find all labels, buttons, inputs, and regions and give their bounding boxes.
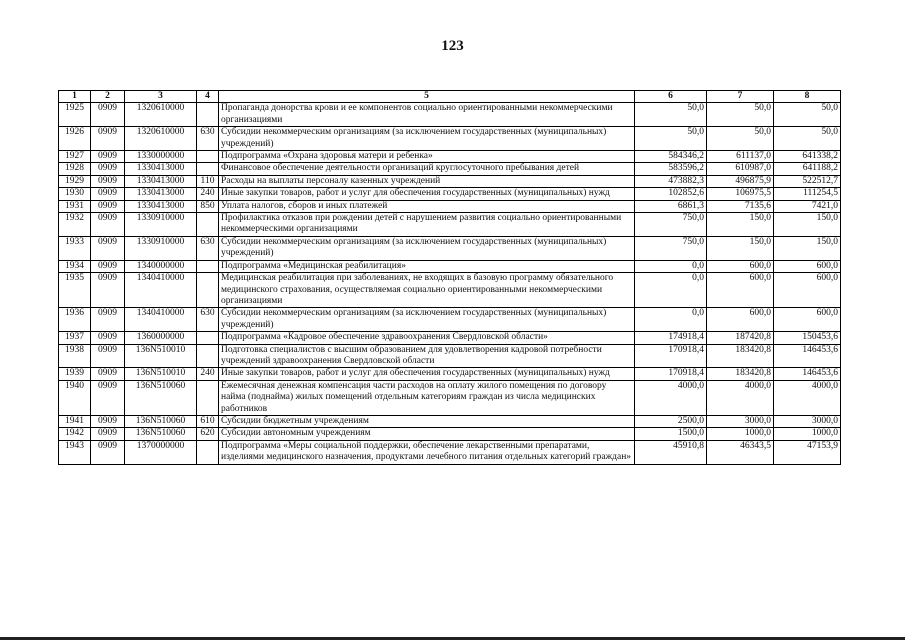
expense-type-cell	[197, 213, 219, 237]
target-article-cell: 1330413000	[125, 175, 197, 187]
target-article-cell: 1370000000	[125, 440, 197, 464]
expense-type-cell: 620	[197, 428, 219, 440]
table-row	[59, 344, 841, 368]
description-cell: Расходы на выплаты персоналу казенных учреждений	[219, 175, 635, 187]
description-cell: Ежемесячная денежная компенсация части расходов на оплату жилого помещения по договору найма (поднайма) жилых помещений отдельным категориям граждан из числа медицинских работников	[219, 380, 635, 415]
header-cell: 8	[774, 91, 841, 103]
amount-2020-cell: 4000,0	[707, 380, 774, 415]
amount-2019-cell: 50,0	[635, 103, 707, 127]
section-code-cell: 0909	[91, 273, 125, 308]
amount-2019-cell: 583596,2	[635, 163, 707, 175]
amount-2021-cell: 150,0	[774, 236, 841, 260]
expense-type-cell	[197, 273, 219, 308]
amount-2019-cell: 0,0	[635, 260, 707, 272]
expense-type-cell	[197, 260, 219, 272]
header-cell: 1	[59, 91, 91, 103]
amount-2019-cell: 2500,0	[635, 415, 707, 427]
target-article-cell: 1330413000	[125, 200, 197, 212]
amount-2020-cell: 50,0	[707, 127, 774, 151]
table-row	[59, 200, 841, 212]
amount-2021-cell: 150453,6	[774, 332, 841, 344]
table-row	[59, 440, 841, 464]
section-code-cell: 0909	[91, 260, 125, 272]
row-number-cell: 1927	[59, 151, 91, 163]
amount-2020-cell: 50,0	[707, 103, 774, 127]
table-row	[59, 273, 841, 308]
row-number-cell: 1935	[59, 273, 91, 308]
target-article-cell: 136N510010	[125, 344, 197, 368]
expense-type-cell: 630	[197, 236, 219, 260]
amount-2021-cell: 47153,9	[774, 440, 841, 464]
amount-2021-cell: 1000,0	[774, 428, 841, 440]
target-article-cell: 1330413000	[125, 188, 197, 200]
amount-2020-cell: 600,0	[707, 308, 774, 332]
amount-2020-cell: 7135,6	[707, 200, 774, 212]
table-row	[59, 260, 841, 272]
section-code-cell: 0909	[91, 415, 125, 427]
amount-2020-cell: 611137,0	[707, 151, 774, 163]
expense-type-cell: 850	[197, 200, 219, 212]
section-code-cell: 0909	[91, 127, 125, 151]
amount-2021-cell: 600,0	[774, 260, 841, 272]
amount-2021-cell: 641338,2	[774, 151, 841, 163]
amount-2021-cell: 50,0	[774, 127, 841, 151]
description-cell: Подготовка специалистов с высшим образованием для удовлетворения кадровой потребности учреждений здравоохранения Свердловской области	[219, 344, 635, 368]
row-number-cell: 1934	[59, 260, 91, 272]
description-cell: Иные закупки товаров, работ и услуг для обеспечения государственных (муниципальных) нужд	[219, 368, 635, 380]
target-article-cell: 1340410000	[125, 308, 197, 332]
amount-2019-cell: 750,0	[635, 236, 707, 260]
row-number-cell: 1942	[59, 428, 91, 440]
table-row	[59, 175, 841, 187]
amount-2021-cell: 146453,6	[774, 344, 841, 368]
row-number-cell: 1941	[59, 415, 91, 427]
table-row	[59, 236, 841, 260]
section-code-cell: 0909	[91, 440, 125, 464]
table-row	[59, 332, 841, 344]
amount-2021-cell: 111254,5	[774, 188, 841, 200]
target-article-cell: 136N510060	[125, 415, 197, 427]
target-article-cell: 1330413000	[125, 163, 197, 175]
amount-2021-cell: 50,0	[774, 103, 841, 127]
section-code-cell: 0909	[91, 368, 125, 380]
amount-2021-cell: 522512,7	[774, 175, 841, 187]
section-code-cell: 0909	[91, 103, 125, 127]
amount-2021-cell: 3000,0	[774, 415, 841, 427]
amount-2019-cell: 45910,8	[635, 440, 707, 464]
amount-2019-cell: 0,0	[635, 308, 707, 332]
description-cell: Субсидии бюджетным учреждениям	[219, 415, 635, 427]
row-number-cell: 1943	[59, 440, 91, 464]
amount-2020-cell: 106975,5	[707, 188, 774, 200]
expense-type-cell	[197, 163, 219, 175]
header-row	[59, 91, 841, 103]
section-code-cell: 0909	[91, 163, 125, 175]
target-article-cell: 1320610000	[125, 103, 197, 127]
row-number-cell: 1932	[59, 213, 91, 237]
amount-2019-cell: 6861,3	[635, 200, 707, 212]
amount-2021-cell: 146453,6	[774, 368, 841, 380]
target-article-cell: 1320610000	[125, 127, 197, 151]
amount-2021-cell: 150,0	[774, 213, 841, 237]
table-row	[59, 103, 841, 127]
amount-2020-cell: 600,0	[707, 260, 774, 272]
expense-type-cell: 630	[197, 127, 219, 151]
table-row	[59, 368, 841, 380]
expense-type-cell	[197, 440, 219, 464]
amount-2020-cell: 183420,8	[707, 344, 774, 368]
row-number-cell: 1931	[59, 200, 91, 212]
amount-2020-cell: 3000,0	[707, 415, 774, 427]
expense-type-cell	[197, 332, 219, 344]
section-code-cell: 0909	[91, 151, 125, 163]
target-article-cell: 136N510060	[125, 428, 197, 440]
description-cell: Подпрограмма «Кадровое обеспечение здравоохранения Свердловской области»	[219, 332, 635, 344]
amount-2019-cell: 4000,0	[635, 380, 707, 415]
section-code-cell: 0909	[91, 236, 125, 260]
budget-table	[58, 90, 841, 465]
row-number-cell: 1929	[59, 175, 91, 187]
row-number-cell: 1930	[59, 188, 91, 200]
amount-2021-cell: 7421,0	[774, 200, 841, 212]
amount-2019-cell: 174918,4	[635, 332, 707, 344]
description-cell: Финансовое обеспечение деятельности организаций круглосуточного пребывания детей	[219, 163, 635, 175]
header-cell: 2	[91, 91, 125, 103]
table-row	[59, 380, 841, 415]
table-row	[59, 428, 841, 440]
amount-2019-cell: 50,0	[635, 127, 707, 151]
description-cell: Медицинская реабилитация при заболеваниях, не входящих в базовую программу обязательного медицинского страхования, осуществляемая социально ориентированными некоммерческими организациями	[219, 273, 635, 308]
section-code-cell: 0909	[91, 200, 125, 212]
table-row	[59, 163, 841, 175]
section-code-cell: 0909	[91, 344, 125, 368]
amount-2019-cell: 750,0	[635, 213, 707, 237]
target-article-cell: 136N510010	[125, 368, 197, 380]
description-cell: Подпрограмма «Охрана здоровья матери и ребенка»	[219, 151, 635, 163]
table-row	[59, 213, 841, 237]
table-row	[59, 127, 841, 151]
row-number-cell: 1936	[59, 308, 91, 332]
description-cell: Иные закупки товаров, работ и услуг для обеспечения государственных (муниципальных) нужд	[219, 188, 635, 200]
amount-2020-cell: 187420,8	[707, 332, 774, 344]
row-number-cell: 1928	[59, 163, 91, 175]
amount-2020-cell: 610987,0	[707, 163, 774, 175]
header-cell: 3	[125, 91, 197, 103]
expense-type-cell	[197, 103, 219, 127]
description-cell: Субсидии автономным учреждениям	[219, 428, 635, 440]
description-cell: Подпрограмма «Меры социальной поддержки, обеспечение лекарственными препаратами, изделиями медицинского назначения, продуктами лечебного питания отдельных категорий граждан»	[219, 440, 635, 464]
table-body	[59, 103, 841, 464]
target-article-cell: 1330910000	[125, 236, 197, 260]
header-cell: 5	[219, 91, 635, 103]
target-article-cell: 1330000000	[125, 151, 197, 163]
expense-type-cell: 110	[197, 175, 219, 187]
section-code-cell: 0909	[91, 213, 125, 237]
description-cell: Субсидии некоммерческим организациям (за исключением государственных (муниципальных) учреждений)	[219, 308, 635, 332]
description-cell: Субсидии некоммерческим организациям (за исключением государственных (муниципальных) учреждений)	[219, 127, 635, 151]
expense-type-cell: 240	[197, 368, 219, 380]
expense-type-cell: 630	[197, 308, 219, 332]
table-row	[59, 308, 841, 332]
description-cell: Пропаганда донорства крови и ее компонентов социально ориентированными некоммерческими организациями	[219, 103, 635, 127]
section-code-cell: 0909	[91, 308, 125, 332]
row-number-cell: 1939	[59, 368, 91, 380]
expense-type-cell	[197, 380, 219, 415]
target-article-cell: 1340410000	[125, 273, 197, 308]
expense-type-cell	[197, 151, 219, 163]
header-cell: 7	[707, 91, 774, 103]
section-code-cell: 0909	[91, 188, 125, 200]
page-number: 123	[441, 38, 464, 54]
amount-2020-cell: 1000,0	[707, 428, 774, 440]
amount-2020-cell: 150,0	[707, 236, 774, 260]
amount-2019-cell: 170918,4	[635, 368, 707, 380]
amount-2019-cell: 473882,3	[635, 175, 707, 187]
amount-2020-cell: 600,0	[707, 273, 774, 308]
section-code-cell: 0909	[91, 380, 125, 415]
row-number-cell: 1940	[59, 380, 91, 415]
amount-2020-cell: 46343,5	[707, 440, 774, 464]
row-number-cell: 1938	[59, 344, 91, 368]
table-row	[59, 151, 841, 163]
target-article-cell: 1330910000	[125, 213, 197, 237]
amount-2021-cell: 600,0	[774, 273, 841, 308]
target-article-cell: 1360000000	[125, 332, 197, 344]
section-code-cell: 0909	[91, 332, 125, 344]
amount-2019-cell: 1500,0	[635, 428, 707, 440]
description-cell: Профилактика отказов при рождении детей с нарушением развития социально ориентированными некоммерческими организациями	[219, 213, 635, 237]
target-article-cell: 1340000000	[125, 260, 197, 272]
expense-type-cell: 240	[197, 188, 219, 200]
table-row	[59, 188, 841, 200]
amount-2020-cell: 496875,9	[707, 175, 774, 187]
table-row	[59, 415, 841, 427]
amount-2019-cell: 102852,6	[635, 188, 707, 200]
amount-2020-cell: 183420,8	[707, 368, 774, 380]
amount-2020-cell: 150,0	[707, 213, 774, 237]
row-number-cell: 1937	[59, 332, 91, 344]
row-number-cell: 1926	[59, 127, 91, 151]
description-cell: Подпрограмма «Медицинская реабилитация»	[219, 260, 635, 272]
row-number-cell: 1933	[59, 236, 91, 260]
amount-2021-cell: 641188,2	[774, 163, 841, 175]
amount-2019-cell: 584346,2	[635, 151, 707, 163]
section-code-cell: 0909	[91, 428, 125, 440]
amount-2019-cell: 170918,4	[635, 344, 707, 368]
amount-2021-cell: 600,0	[774, 308, 841, 332]
row-number-cell: 1925	[59, 103, 91, 127]
description-cell: Уплата налогов, сборов и иных платежей	[219, 200, 635, 212]
section-code-cell: 0909	[91, 175, 125, 187]
amount-2019-cell: 0,0	[635, 273, 707, 308]
target-article-cell: 136N510060	[125, 380, 197, 415]
expense-type-cell	[197, 344, 219, 368]
expense-type-cell: 610	[197, 415, 219, 427]
header-cell: 4	[197, 91, 219, 103]
description-cell: Субсидии некоммерческим организациям (за исключением государственных (муниципальных) учреждений)	[219, 236, 635, 260]
amount-2021-cell: 4000,0	[774, 380, 841, 415]
header-cell: 6	[635, 91, 707, 103]
